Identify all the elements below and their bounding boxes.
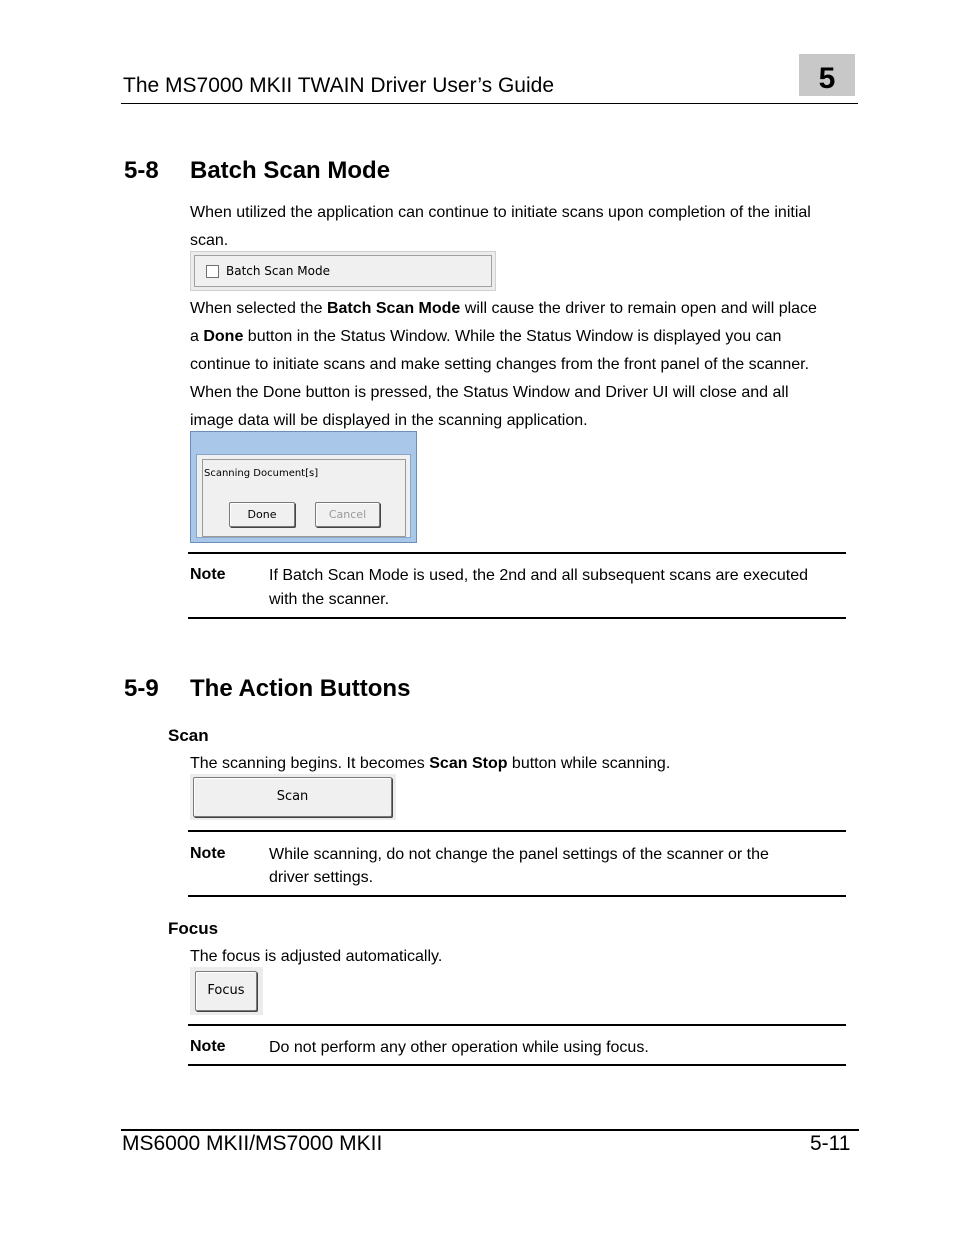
scan-note-label: Note — [190, 845, 226, 862]
running-header-title: The MS7000 MKII TWAIN Driver User’s Guide — [123, 74, 555, 97]
footer-model: MS6000 MKII/MS7000 MKII — [122, 1132, 383, 1155]
status-window-screenshot — [190, 431, 417, 543]
focus-description: The focus is adjusted automatically. — [190, 948, 443, 965]
para-line-4: When the Done button is pressed, the Status Window and Driver UI will close and all — [190, 384, 789, 401]
focus-button-screenshot — [190, 967, 263, 1015]
focus-note-label: Note — [190, 1038, 226, 1055]
note-label: Note — [190, 566, 226, 583]
scan-note-bottom-rule — [188, 895, 846, 897]
scan-note-top-rule — [188, 830, 846, 832]
section-title-action-buttons: The Action Buttons — [190, 675, 411, 702]
focus-button[interactable]: Focus — [195, 971, 257, 1011]
focus-note-bottom-rule — [188, 1064, 846, 1066]
done-button[interactable]: Done — [229, 502, 295, 527]
para-line-2: a Done button in the Status Window. While the Status Window is displayed you can — [190, 328, 782, 345]
status-message: Scanning Document[s] — [204, 468, 319, 479]
focus-heading: Focus — [168, 919, 219, 938]
section-title-batch-scan-mode: Batch Scan Mode — [190, 157, 391, 184]
page-number: 5-11 — [810, 1132, 851, 1155]
focus-note-text: Do not perform any other operation while using focus. — [269, 1039, 649, 1056]
batch-scan-mode-checkbox-label[interactable]: Batch Scan Mode — [226, 264, 330, 278]
note-bottom-rule — [188, 617, 846, 619]
para-line-3: continue to initiate scans and make setting changes from the front panel of the scanner. — [190, 356, 810, 373]
intro-line-2: scan. — [190, 232, 229, 249]
scan-note-line-2: driver settings. — [269, 869, 374, 886]
scan-button-screenshot — [190, 774, 396, 820]
intro-line-1: When utilized the application can continue to initiate scans upon completion of the initial — [190, 204, 811, 221]
footer-rule — [121, 1129, 859, 1131]
scan-heading: Scan — [168, 726, 209, 745]
scan-description: The scanning begins. It becomes Scan Stop button while scanning. — [190, 755, 671, 772]
scan-button[interactable]: Scan — [193, 777, 392, 817]
para-line-5: image data will be displayed in the scanning application. — [190, 412, 588, 429]
batch-scan-mode-screenshot — [190, 251, 496, 291]
chapter-number: 5 — [818, 62, 836, 95]
para-line-1: When selected the Batch Scan Mode will cause the driver to remain open and will place — [190, 300, 817, 317]
note-top-rule — [188, 552, 846, 554]
note-line-1: If Batch Scan Mode is used, the 2nd and all subsequent scans are executed — [269, 567, 809, 584]
cancel-button[interactable]: Cancel — [315, 502, 380, 527]
focus-note-top-rule — [188, 1024, 846, 1026]
section-number-5-9: 5-9 — [124, 675, 159, 702]
header-rule — [121, 103, 858, 104]
scan-note-line-1: While scanning, do not change the panel settings of the scanner or the — [269, 846, 769, 863]
note-line-2: with the scanner. — [269, 591, 390, 608]
section-number-5-8: 5-8 — [124, 157, 159, 184]
batch-scan-mode-checkbox[interactable] — [206, 265, 219, 278]
